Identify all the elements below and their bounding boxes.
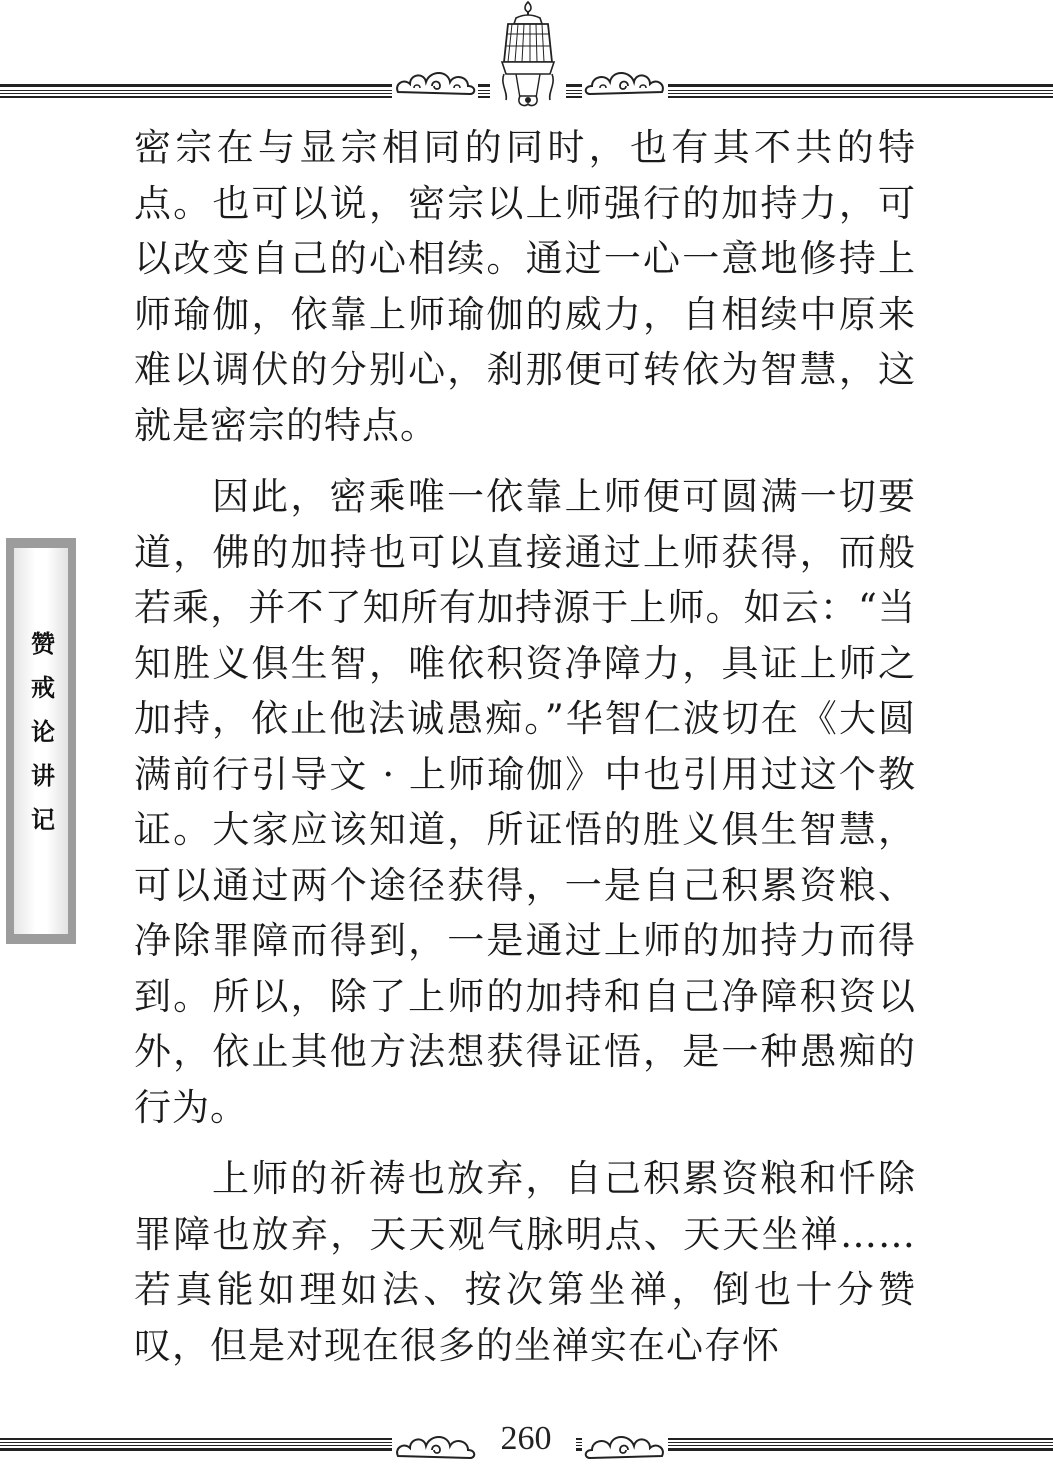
victory-banner-emblem-icon [490, 0, 566, 112]
page-content [134, 120, 916, 1389]
page-number: 260 [476, 1420, 576, 1458]
paragraph-3: 上师的祈祷也放弃，自己积累资粮和忏除罪障也放弃，天天观气脉明点、天天坐禅……若真能如理如法、按次第坐禅，倒也十分赞叹，但是对现在很多的坐禅实在心存怀 [134, 1157, 916, 1367]
side-tab [6, 538, 76, 944]
paragraph-1: 密宗在与显宗相同的同时，也有其不共的特点。也可以说，密宗以上师强行的加持力，可以改变自己的心相续。通过一心一意地修持上师瑜伽，依靠上师瑜伽的威力，自相续中原来难以调伏的分别心，刹那便可转依为智慧，这就是密宗的特点。 [134, 126, 916, 447]
footer-left-cloud-ornament-icon [392, 1428, 478, 1462]
footer-right-cloud-ornament-icon [582, 1428, 668, 1462]
side-tab-title: 赞戒论讲记 [26, 631, 55, 851]
paragraph-2: 因此，密乘唯一依靠上师便可圆满一切要道，佛的加持也可以直接通过上师获得，而般若乘，并不了知所有加持源于上师。如云：“当知胜义俱生智，唯依积资净障力，具证上师之加持，依止他法诚愚痴。”华智仁波切在《大圆满前行引导文 · 上师瑜伽》中也引用过这个教证。大家应该知道，所证悟的胜义俱生智慧，可以通过两个途径获得，一是自己积累资粮、净除罪障而得到，一是通过上师的加持力而得到。所以，除了上师的加持和自己净障积资以外，依止其他方法想获得证悟，是一种愚痴的行为。 [134, 475, 916, 1129]
right-cloud-ornament-icon [582, 62, 668, 98]
left-cloud-ornament-icon [392, 62, 478, 98]
